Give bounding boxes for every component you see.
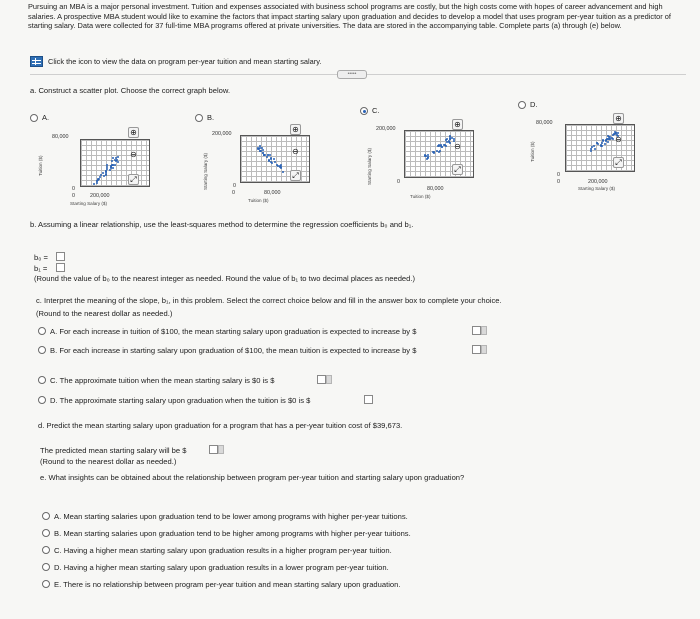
option-letter: C.: [54, 546, 62, 555]
scatter-point: [607, 141, 609, 143]
x-max-label: 200,000: [90, 193, 110, 199]
scatter-point: [273, 158, 275, 160]
c-option-d[interactable]: [50, 396, 310, 405]
data-link-text[interactable]: Click the icon to view the data on program per-year tuition and mean starting salary.: [48, 57, 322, 66]
x-zero-label: 0: [557, 179, 560, 185]
zoom-out-icon[interactable]: ⊖: [454, 142, 461, 151]
y-max-label: 200,000: [376, 126, 396, 132]
scatter-plot-d: [565, 124, 635, 172]
e-option-b[interactable]: [54, 529, 411, 538]
option-letter: B.: [50, 346, 58, 355]
zoom-in-icon[interactable]: ⊕: [290, 124, 301, 135]
option-d-letter: D.: [530, 100, 538, 109]
radio-c-option-a[interactable]: [38, 327, 46, 335]
c-option-c[interactable]: [50, 376, 274, 385]
y-max-label: 80,000: [536, 120, 553, 126]
scatter-point: [433, 152, 435, 154]
option-text: The approximate starting salary upon graduation when the tuition is $0 is $: [59, 396, 311, 405]
scatter-point: [267, 154, 269, 156]
scatter-plot-a: [80, 139, 150, 187]
option-letter: E.: [54, 580, 62, 589]
scatter-plot-c: [404, 130, 474, 178]
b1-answer-box[interactable]: [56, 263, 65, 272]
b0-answer-box[interactable]: [56, 252, 65, 261]
radio-e-option-a[interactable]: [42, 512, 50, 520]
zoom-out-icon[interactable]: ⊖: [130, 150, 137, 159]
scatter-point: [263, 154, 265, 156]
scatter-point: [604, 143, 606, 145]
part-d-answer-label: The predicted mean starting salary will be $: [40, 446, 187, 455]
scatter-point: [111, 160, 113, 162]
scatter-point: [99, 176, 101, 178]
e-option-a[interactable]: [54, 512, 408, 521]
part-d-box-edge: [218, 445, 224, 454]
x-axis-label: Tuition ($): [410, 194, 431, 199]
part-a-prompt: a. Construct a scatter plot. Choose the correct graph below.: [30, 86, 231, 95]
option-letter: A.: [54, 512, 62, 521]
origin-label: 0: [397, 179, 400, 185]
e-option-c[interactable]: [54, 546, 392, 555]
scatter-point: [282, 171, 284, 173]
y-max-label: 80,000: [52, 134, 69, 140]
option-text: Having a higher mean starting salary upon graduation results in a higher program per-year tuition.: [63, 546, 392, 555]
y-axis-label: Starting Salary ($): [203, 152, 208, 190]
x-max-label: 80,000: [264, 190, 281, 196]
part-b-prompt: b. Assuming a linear relationship, use the least-squares method to determine the regression coefficients b₀ and b₁.: [30, 220, 414, 229]
origin-label: 0: [72, 186, 75, 192]
option-letter: B.: [54, 529, 62, 538]
radio-e-option-e[interactable]: [42, 580, 50, 588]
scatter-point: [600, 145, 602, 147]
c-option-b-box-edge: [481, 345, 487, 354]
b1-label: b₁ =: [34, 264, 48, 273]
part-c-rounding-note: (Round to the nearest dollar as needed.): [36, 309, 173, 318]
scatter-point: [114, 164, 116, 166]
scatter-point: [96, 182, 98, 184]
c-option-d-answer-box[interactable]: [364, 395, 373, 404]
c-option-c-box-edge: [326, 375, 332, 384]
scatter-point: [266, 156, 268, 158]
zoom-out-icon[interactable]: ⊖: [292, 147, 299, 156]
part-d-answer-box[interactable]: [209, 445, 218, 454]
scatter-point: [117, 156, 119, 158]
scatter-point: [270, 158, 272, 160]
radio-e-option-c[interactable]: [42, 546, 50, 554]
option-text: For each increase in starting salary upon graduation of $100, the mean tuition is expected to increase by $: [59, 346, 417, 355]
e-option-e[interactable]: [54, 580, 400, 589]
scatter-point: [448, 141, 450, 143]
radio-c-option-d[interactable]: [38, 396, 46, 404]
part-d-prompt: d. Predict the mean starting salary upon graduation for a program that has a per-year tuition cost of $39,673.: [38, 421, 403, 430]
part-d-rounding-note: (Round to the nearest dollar as needed.): [40, 457, 177, 466]
c-option-b-answer-box[interactable]: [472, 345, 481, 354]
c-option-c-answer-box[interactable]: [317, 375, 326, 384]
x-axis-label: Starting Salary ($): [70, 201, 108, 206]
y-axis-label: Starting Salary ($): [367, 147, 372, 185]
scatter-point: [593, 145, 595, 147]
x-max-label: 200,000: [588, 179, 608, 185]
radio-c-option-b[interactable]: [38, 346, 46, 354]
scatter-point: [109, 169, 111, 171]
origin-label: 0: [233, 183, 236, 189]
scatter-point: [432, 151, 434, 153]
radio-e-option-d[interactable]: [42, 563, 50, 571]
scatter-point: [105, 170, 107, 172]
x-max-label: 80,000: [427, 186, 444, 192]
expand-graph-icon[interactable]: ⤢: [290, 170, 301, 181]
expand-graph-icon[interactable]: ⤢: [128, 174, 139, 185]
option-letter: A.: [50, 327, 58, 336]
zoom-in-icon[interactable]: ⊕: [452, 119, 463, 130]
radio-e-option-b[interactable]: [42, 529, 50, 537]
option-c-letter: C.: [372, 106, 380, 115]
scatter-point: [117, 161, 119, 163]
part-b-rounding-note: (Round the value of b₀ to the nearest integer as needed. Round the value of b₁ to two decimal places as needed.): [34, 274, 416, 283]
scatter-point: [590, 150, 592, 152]
y-axis-label: Tuition ($): [530, 141, 535, 162]
y-max-label: 200,000: [212, 131, 232, 137]
scatter-point: [112, 167, 114, 169]
x-zero-label: 0: [72, 193, 75, 199]
part-e-prompt: e. What insights can be obtained about the relationship between program per-year tuition and starting salary upon graduation?: [40, 473, 465, 482]
problem-intro: Pursuing an MBA is a major personal investment. Tuition and expenses associated with business school programs are costly, but the high costs come with hopes of career advancement and high salaries. A prospective MBA student would like to examine the factors that impact starting salary upon graduation and decides to develop a model that uses program per-year tuition as a predictor of starting salary. Data were collected for 37 full-time MBA programs offered at private universities. The data are stored in the accompanying table. Complete parts (a) through (e) below.: [28, 2, 671, 31]
part-c-prompt: c. Interpret the meaning of the slope, b₁, in this problem. Select the correct choice below and fill in the answer box to complete your choice.: [36, 296, 502, 305]
origin-label: 0: [557, 172, 560, 178]
table-icon[interactable]: [30, 56, 43, 67]
radio-c-option-c[interactable]: [38, 376, 46, 384]
option-text: The approximate tuition when the mean starting salary is $0 is $: [59, 376, 275, 385]
x-axis-label: Tuition ($): [248, 198, 269, 203]
c-option-b[interactable]: [50, 346, 416, 355]
expand-graph-icon[interactable]: ⤢: [452, 164, 463, 175]
expand-handle[interactable]: •••••: [337, 70, 367, 79]
option-b-letter: B.: [207, 113, 215, 122]
c-option-a[interactable]: [50, 327, 416, 336]
option-text: Mean starting salaries upon graduation tend to be higher among programs with higher per-year tuitions.: [63, 529, 411, 538]
zoom-out-icon[interactable]: ⊖: [615, 135, 622, 144]
option-a-letter: A.: [42, 113, 50, 122]
x-axis-label: Starting Salary ($): [578, 186, 616, 191]
option-text: For each increase in tuition of $100, the mean starting salary upon graduation is expected to increase by $: [59, 327, 417, 336]
e-option-d[interactable]: [54, 563, 389, 572]
option-letter: C.: [50, 376, 58, 385]
zoom-in-icon[interactable]: ⊕: [613, 113, 624, 124]
radio-option-b[interactable]: [195, 114, 203, 122]
y-axis-label: Tuition ($): [38, 155, 43, 176]
b0-label: b₀ =: [34, 253, 48, 262]
scatter-point: [112, 164, 114, 166]
zoom-in-icon[interactable]: ⊕: [128, 127, 139, 138]
radio-option-a[interactable]: [30, 114, 38, 122]
scatter-point: [274, 161, 276, 163]
scatter-point: [594, 148, 596, 150]
scatter-point: [436, 150, 438, 152]
option-text: Mean starting salaries upon graduation tend to be lower among programs with higher per-year tuitions.: [63, 512, 408, 521]
c-option-a-answer-box[interactable]: [472, 326, 481, 335]
radio-option-c[interactable]: [360, 107, 368, 115]
option-letter: D.: [54, 563, 62, 572]
scatter-point: [597, 143, 599, 145]
expand-graph-icon[interactable]: ⤢: [613, 157, 624, 168]
c-option-a-box-edge: [481, 326, 487, 335]
option-letter: D.: [50, 396, 58, 405]
scatter-point: [262, 149, 264, 151]
option-text: Having a higher mean starting salary upon graduation results in a lower program per-year tuition.: [63, 563, 389, 572]
radio-option-d[interactable]: [518, 101, 526, 109]
scatter-point: [269, 154, 271, 156]
scatter-point: [439, 150, 441, 152]
data-link-row[interactable]: [30, 56, 321, 67]
option-text: There is no relationship between program per-year tuition and mean starting salary upon graduation.: [63, 580, 401, 589]
scatter-point: [93, 183, 95, 185]
x-zero-label: 0: [232, 190, 235, 196]
